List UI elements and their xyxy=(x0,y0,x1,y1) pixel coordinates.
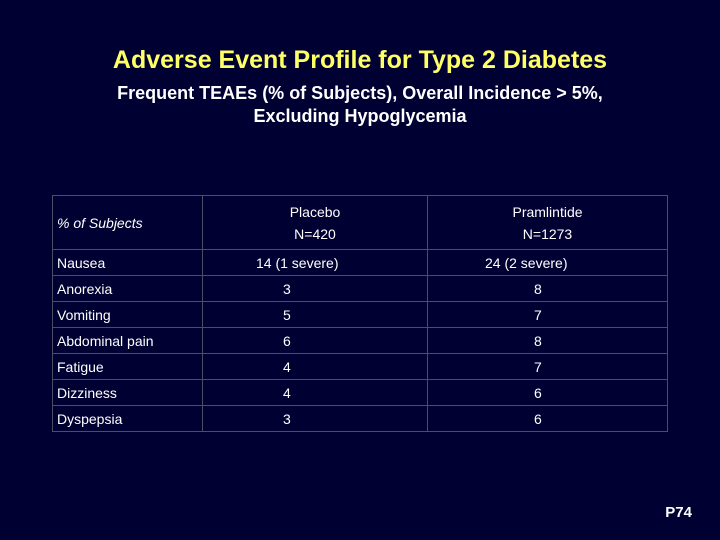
placebo-value-cell: 4 xyxy=(203,380,428,406)
slide-subtitle xyxy=(60,82,660,128)
event-name-cell: Dyspepsia xyxy=(53,406,203,432)
pramlintide-value-cell: 8 xyxy=(428,328,668,354)
header-pramlintide-n: N=1273 xyxy=(522,225,573,242)
table-row xyxy=(53,328,668,354)
table-header-row xyxy=(53,196,668,250)
pramlintide-value-cell: 8 xyxy=(428,276,668,302)
table-row xyxy=(53,354,668,380)
table-row xyxy=(53,250,668,276)
pramlintide-value-cell: 7 xyxy=(428,302,668,328)
header-pramlintide-cell xyxy=(428,196,668,250)
placebo-value-cell: 4 xyxy=(203,354,428,380)
pramlintide-value-cell: 7 xyxy=(428,354,668,380)
header-placebo-n: N=420 xyxy=(294,225,336,242)
subtitle-line-2: Excluding Hypoglycemia xyxy=(253,106,467,126)
placebo-value-cell: 5 xyxy=(203,302,428,328)
placebo-value-cell: 6 xyxy=(203,328,428,354)
pramlintide-value-cell: 6 xyxy=(428,380,668,406)
table-row xyxy=(53,406,668,432)
event-name-cell: Abdominal pain xyxy=(53,328,203,354)
header-label-cell: % of Subjects xyxy=(53,196,203,250)
event-name-cell: Dizziness xyxy=(53,380,203,406)
table-row xyxy=(53,276,668,302)
event-name-cell: Anorexia xyxy=(53,276,203,302)
table-row xyxy=(53,302,668,328)
pramlintide-value-cell: 24 (2 severe) xyxy=(428,250,668,276)
header-placebo-cell xyxy=(203,196,428,250)
table-row xyxy=(53,380,668,406)
page-number: P74 xyxy=(665,504,692,521)
event-name-cell: Nausea xyxy=(53,250,203,276)
adverse-event-table xyxy=(52,195,668,432)
event-name-cell: Vomiting xyxy=(53,302,203,328)
event-name-cell: Fatigue xyxy=(53,354,203,380)
subtitle-line-1: Frequent TEAEs (% of Subjects), Overall Incidence > 5%, xyxy=(117,83,603,103)
slide-title: Adverse Event Profile for Type 2 Diabetes xyxy=(112,46,608,74)
header-placebo-name: Placebo xyxy=(289,203,341,220)
placebo-value-cell: 14 (1 severe) xyxy=(203,250,428,276)
placebo-value-cell: 3 xyxy=(203,276,428,302)
pramlintide-value-cell: 6 xyxy=(428,406,668,432)
header-pramlintide-name: Pramlintide xyxy=(512,203,583,220)
placebo-value-cell: 3 xyxy=(203,406,428,432)
